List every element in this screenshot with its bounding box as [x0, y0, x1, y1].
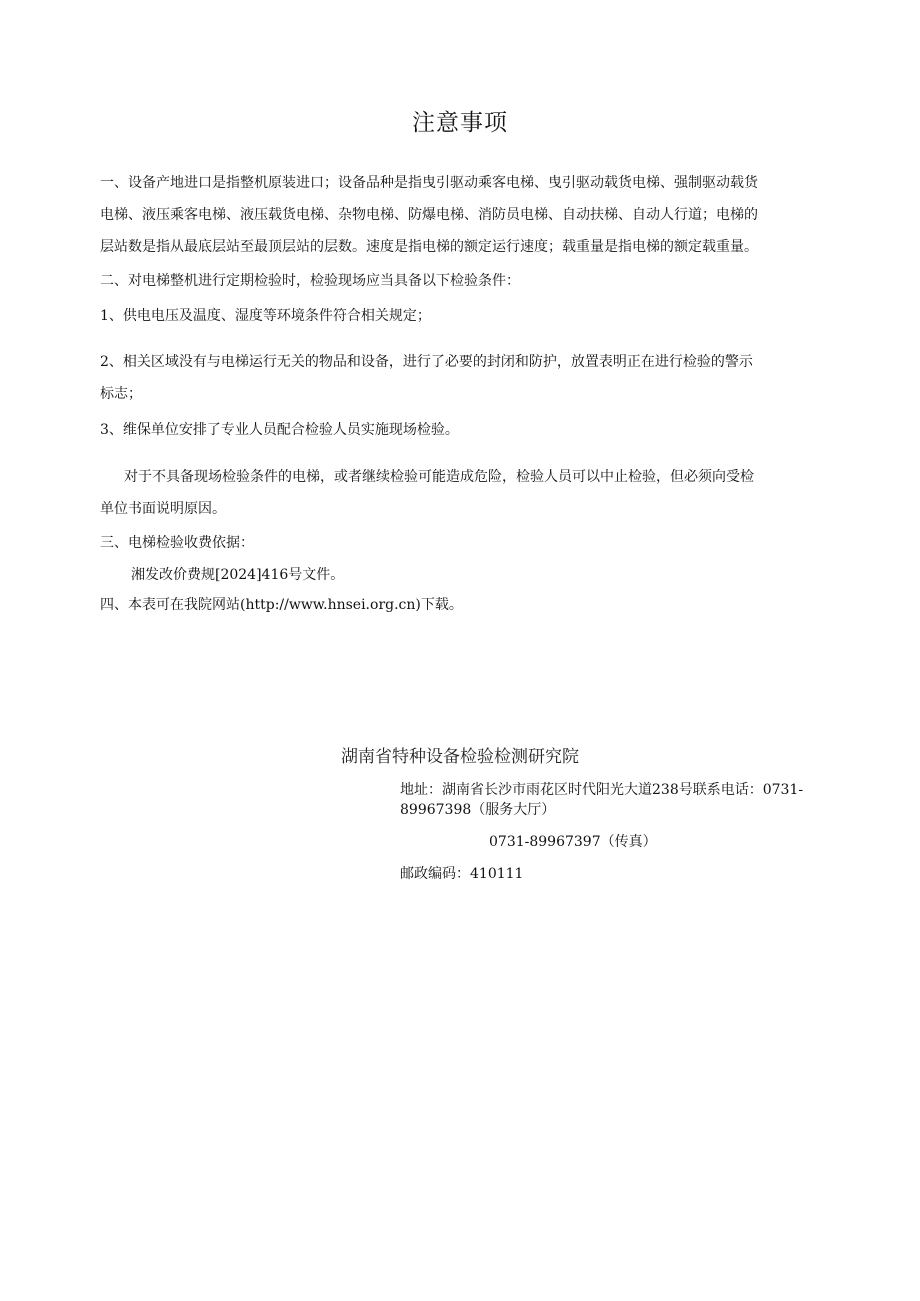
paragraph-line-1: 对于不具备现场检验条件的电梯，或者继续检验可能造成危险，检验人员可以中止检验，但必须向受检 [124, 469, 754, 485]
note-item-3-detail: 湘发改价费规[2024]416号文件。 [131, 567, 345, 583]
condition-3: 3、维保单位安排了专业人员配合检验人员实施现场检验。 [100, 422, 459, 438]
page-title: 注意事项 [412, 110, 508, 136]
organization-name: 湖南省特种设备检验检测研究院 [341, 747, 579, 767]
paragraph-line-2: 单位书面说明原因。 [100, 501, 226, 517]
note-item-1-line-2: 电梯、液压乘客电梯、液压载货电梯、杂物电梯、防爆电梯、消防员电梯、自动扶梯、自动人行道；电梯的 [100, 207, 758, 223]
fax-number: 0731-89967397（传真） [489, 834, 657, 850]
note-item-2: 二、对电梯整机进行定期检验时，检验现场应当具备以下检验条件： [100, 273, 520, 289]
condition-2-line-2: 标志； [100, 386, 142, 402]
note-item-3: 三、电梯检验收费依据： [100, 535, 254, 551]
condition-2-line-1: 2、相关区域没有与电梯运行无关的物品和设备，进行了必要的封闭和防护，放置表明正在进行检验的警示 [100, 354, 753, 370]
address-line-1: 地址：湖南省长沙市雨花区时代阳光大道238号联系电话：0731- [400, 782, 804, 798]
address-line-2: 89967398（服务大厅） [400, 802, 556, 818]
postcode: 邮政编码：410111 [400, 866, 524, 882]
note-item-1-line-1: 一、设备产地进口是指整机原装进口；设备品种是指曳引驱动乘客电梯、曳引驱动载货电梯、强制驱动载货 [100, 175, 758, 191]
condition-1: 1、供电电压及温度、湿度等环境条件符合相关规定； [100, 308, 431, 324]
note-item-4: 四、本表可在我院网站(http://www.hnsei.org.cn)下载。 [100, 597, 463, 613]
note-item-1-line-3: 层站数是指从最底层站至最顶层站的层数。速度是指电梯的额定运行速度；载重量是指电梯的额定载重量。 [100, 239, 758, 255]
